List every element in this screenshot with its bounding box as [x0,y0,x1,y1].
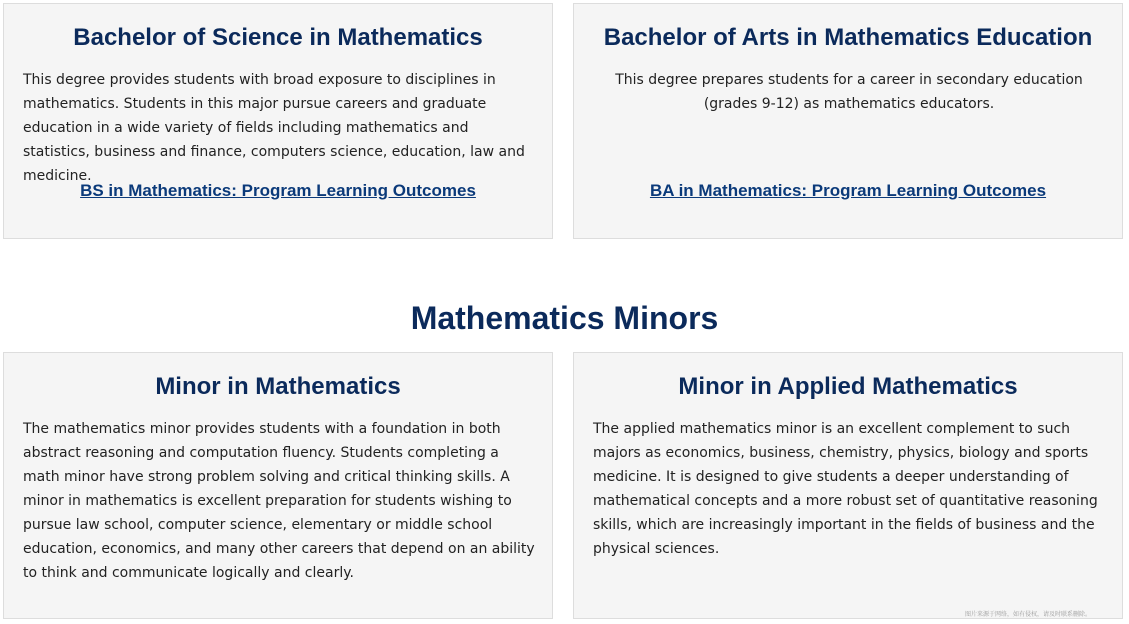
math-minor-description: The mathematics minor provides students with a foundation in both abstract reasoning and computation fluency. Students completing a math minor have strong problem solving and critical thinking skills. A minor in mathematics is excellent preparation for students wishing to pursue law school, computer science, elementary or middle school education, economics, and many other careers that depend on an ability to think and communicate logically and clearly. [23,421,535,581]
applied-math-minor-card [573,352,1123,619]
math-minor-title: Minor in Mathematics [155,373,401,400]
bs-degree-card [3,3,553,239]
bs-degree-description: This degree provides students with broad exposure to disciplines in mathematics. Students in this major pursue careers and graduate education in a wide variety of fields including mathematics and statistics, business and finance, computers science, education, law and medicine. [23,72,525,184]
applied-math-minor-title: Minor in Applied Mathematics [678,373,1018,400]
ba-degree-description: This degree prepares students for a career in secondary education (grades 9-12) as mathematics educators. [615,72,1083,112]
bs-degree-title: Bachelor of Science in Mathematics [73,24,483,51]
bs-learning-outcomes-link[interactable]: BS in Mathematics: Program Learning Outcomes [80,181,476,200]
ba-degree-title: Bachelor of Arts in Mathematics Education [603,24,1093,51]
math-minor-card [3,352,553,619]
applied-math-minor-description: The applied mathematics minor is an excellent complement to such majors as economics, business, chemistry, physics, biology and sports medicine. It is designed to give students a deeper understanding of mathematical concepts and a more robust set of quantitative reasoning skills, which are increasingly important in the fields of business and the physical sciences. [593,421,1098,557]
ba-degree-card [573,3,1123,239]
watermark-text: 图片来源于网络，如有侵权，请及时联系删除。 [964,611,1091,618]
minors-section-title: Mathematics Minors [410,300,719,336]
ba-learning-outcomes-link[interactable]: BA in Mathematics: Program Learning Outcomes [649,181,1047,200]
